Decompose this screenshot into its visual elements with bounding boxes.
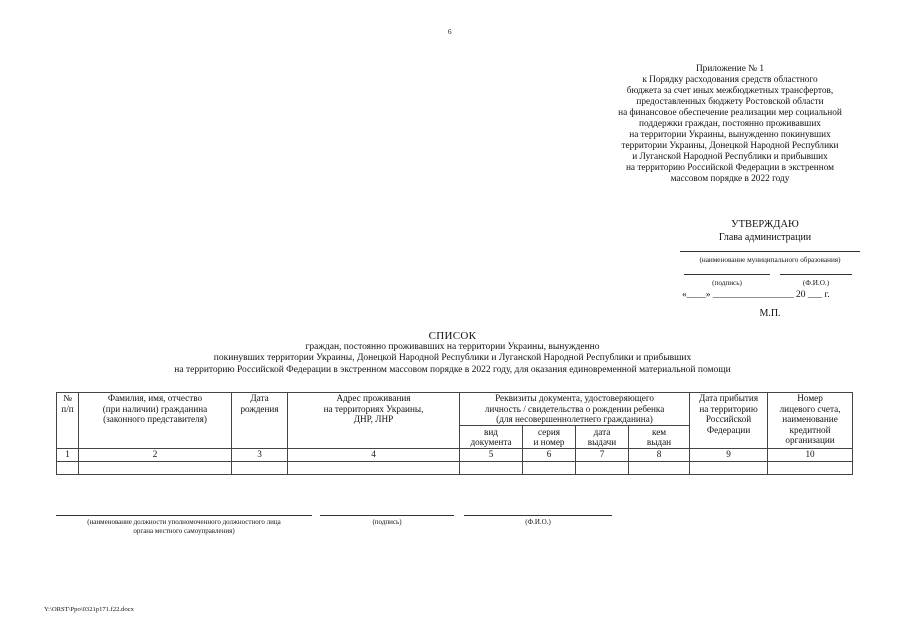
- municipality-caption: (наименование муниципального образования): [699, 256, 841, 264]
- column-number-cell: 9: [690, 448, 768, 461]
- official-position-caption: (наименование должности уполномоченного должностного лица органа местного самоуправления): [87, 518, 281, 535]
- appendix-line: на финансовое обеспечение реализации мер социальной: [618, 107, 842, 118]
- appendix-line: на территории Украины, вынужденно покинувших: [629, 129, 831, 140]
- recipients-table: [56, 392, 853, 475]
- header-account-number: Номер лицевого счета, наименование кредитной организации: [768, 393, 853, 449]
- column-number-cell: 5: [460, 448, 523, 461]
- column-number-cell: 3: [232, 448, 288, 461]
- list-subtitle-line: покинувших территории Украины, Донецкой Народной Республики и Луганской Народной Республики и прибывших: [213, 353, 692, 364]
- table-cell: [232, 461, 288, 474]
- approval-name-line: [780, 274, 852, 275]
- approval-name-caption: (Ф.И.О.): [802, 279, 830, 287]
- appendix-line: бюджета за счет иных межбюджетных трансфертов,: [626, 85, 834, 96]
- table-cell: [460, 461, 523, 474]
- column-number-cell: 8: [629, 448, 690, 461]
- official-name-caption: (Ф.И.О.): [525, 518, 551, 526]
- column-number-cell: 2: [79, 448, 232, 461]
- list-subtitle-line: граждан, постоянно проживавших на территории Украины, вынужденно: [305, 342, 600, 352]
- appendix-line: и Луганской Народной Республики и прибывших: [632, 151, 828, 162]
- subheader-issue-date: дата выдачи: [576, 425, 629, 448]
- list-subtitle-line: на территорию Российской Федерации в экстренном массовом порядке в 2022 году, для оказания единовременной материальной помощи: [174, 364, 731, 375]
- appendix-line: Приложение № 1: [695, 64, 765, 74]
- official-signature-caption: (подпись): [372, 518, 402, 526]
- subheader-document-kind: вид документа: [460, 425, 523, 448]
- page-number: 6: [448, 28, 452, 36]
- appendix-line: территории Украины, Донецкой Народной Республики: [621, 140, 839, 151]
- header-birth-date: Дата рождения: [232, 393, 288, 449]
- column-number-cell: 1: [57, 448, 79, 461]
- approval-subtitle: Глава администрации: [718, 232, 812, 243]
- table-cell: [629, 461, 690, 474]
- appendix-line: на территорию Российской Федерации в экстренном: [625, 162, 835, 173]
- appendix-line: массовом порядке в 2022 году: [670, 173, 790, 184]
- column-number-cell: 6: [523, 448, 576, 461]
- appendix-header: [590, 64, 870, 184]
- approval-signature-caption: (подпись): [712, 279, 742, 287]
- header-address: Адрес проживания на территориях Украины, ДНР, ЛНР: [288, 393, 460, 449]
- table-cell: [288, 461, 460, 474]
- stamp-placeholder: М.П.: [759, 308, 781, 319]
- subheader-series-number: серия и номер: [523, 425, 576, 448]
- table-cell: [79, 461, 232, 474]
- approval-signature-line: [684, 274, 770, 275]
- header-number: № п/п: [57, 393, 79, 449]
- column-number-cell: 7: [576, 448, 629, 461]
- list-subtitle: [60, 342, 845, 376]
- appendix-line: предоставленных бюджету Ростовской области: [636, 96, 824, 107]
- header-arrival-date: Дата прибытия на территорию Российской Федерации: [690, 393, 768, 449]
- list-title: СПИСОК: [428, 330, 477, 342]
- header-document-details: Реквизиты документа, удостоверяющего личность / свидетельства о рождении ребенка (для несовершеннолетнего гражданина): [460, 393, 690, 426]
- footer-file-path: Y:\ORST\Ppo\0321p171.f22.docx: [44, 606, 134, 613]
- table-cell: [57, 461, 79, 474]
- table-cell: [576, 461, 629, 474]
- table-cell: [523, 461, 576, 474]
- header-full-name: Фамилия, имя, отчество (при наличии) гражданина (законного представителя): [79, 393, 232, 449]
- table-cell: [768, 461, 853, 474]
- column-number-cell: 10: [768, 448, 853, 461]
- subheader-issued-by: кем выдан: [629, 425, 690, 448]
- official-name-line: [464, 515, 612, 516]
- appendix-line: к Порядку расходования средств областного: [642, 74, 818, 85]
- municipality-line: [680, 251, 860, 252]
- column-number-cell: 4: [288, 448, 460, 461]
- table-cell: [690, 461, 768, 474]
- approval-title: УТВЕРЖДАЮ: [731, 219, 799, 230]
- appendix-line: поддержки граждан, постоянно проживавших: [639, 118, 821, 129]
- approval-date: «____» _________________ 20 ___ г.: [682, 290, 830, 300]
- official-signature-line: [320, 515, 454, 516]
- official-position-line: [56, 515, 312, 516]
